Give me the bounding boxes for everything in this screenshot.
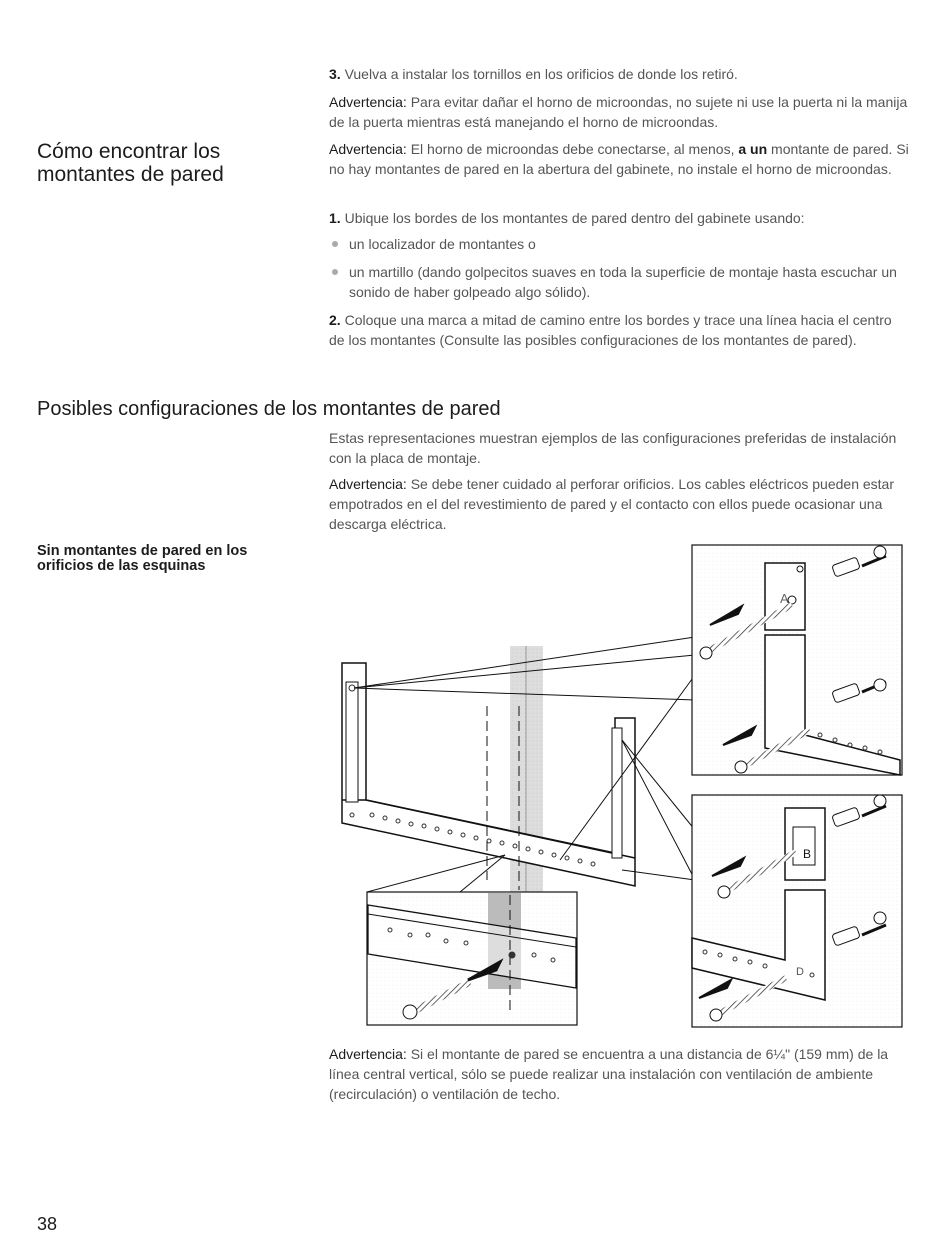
warning-label: Advertencia: [329, 1046, 407, 1062]
warning-text: Para evitar dañar el horno de microondas, no sujete ni use la puerta ni la manija de la puerta mientras está manejando el horno de microondas. [329, 94, 908, 130]
step-1-text: Ubique los bordes de los montantes de pared dentro del gabinete usando: [344, 210, 805, 226]
warning-distance [329, 1044, 909, 1104]
section-title-stud-configurations: Posibles configuraciones de los montantes de pared [37, 398, 501, 420]
step-3-number: 3. [329, 66, 341, 82]
detail-box-center [367, 892, 577, 1025]
page-number: 38 [37, 1214, 58, 1234]
warning-text-part-1: El horno de microondas debe conectarse, al menos, [410, 141, 735, 157]
figure-subtitle-line-1: Sin montantes de pared en los [37, 543, 248, 559]
section-intro: Estas representaciones muestran ejemplos de las configuraciones preferidas de instalación con la placa de montaje. [329, 430, 897, 466]
warning-bold-text: a un [738, 141, 768, 157]
section-title-line-1: Cómo encontrar los [37, 140, 221, 163]
step-2-number: 2. [329, 312, 341, 328]
step-1-number: 1. [329, 210, 341, 226]
bullet-item-hammer: un martillo (dando golpecitos suaves en toda la superficie de montaje hasta escuchar un sonido de haber golpeado algo sólido). [349, 264, 897, 300]
warning-label: Advertencia: [329, 476, 407, 492]
warning-text: Si el montante de pared se encuentra a una distancia de 6¼" (159 mm) de la línea central vertical, sólo se puede realizar una instalación con ventilación de ambiente (recirculación) o ventilación de techo. [329, 1046, 889, 1102]
warning-text: Se debe tener cuidado al perforar orificios. Los cables eléctricos pueden estar empotrados en el del revestimiento de pared y el contacto con ellos puede ocasionar una descarga eléctrica. [329, 476, 894, 532]
label-b: B [803, 847, 812, 861]
detail-box-a [692, 545, 902, 775]
section-title-line-2: montantes de pared [37, 163, 224, 186]
bullet-item-stud-finder: un localizador de montantes o [349, 236, 536, 252]
label-a: A [780, 591, 789, 606]
warning-label: Advertencia: [329, 141, 407, 157]
detail-box-b [692, 795, 902, 1027]
warning-text-part-2: montante de pared. Si no hay montantes de pared en la abertura del gabinete, no instale el horno de microondas. [329, 141, 909, 177]
label-d: D [796, 966, 804, 978]
step-2-text: Coloque una marca a mitad de camino entre los bordes y trace una línea hacia el centro de los montantes (Consulte las posibles configuraciones de los montantes de pared). [329, 312, 892, 348]
figure-subtitle-line-2: orificios de las esquinas [37, 558, 206, 574]
step-3-text: Vuelva a instalar los tornillos en los orificios de donde los retiró. [344, 66, 738, 82]
warning-label: Advertencia: [329, 94, 407, 110]
